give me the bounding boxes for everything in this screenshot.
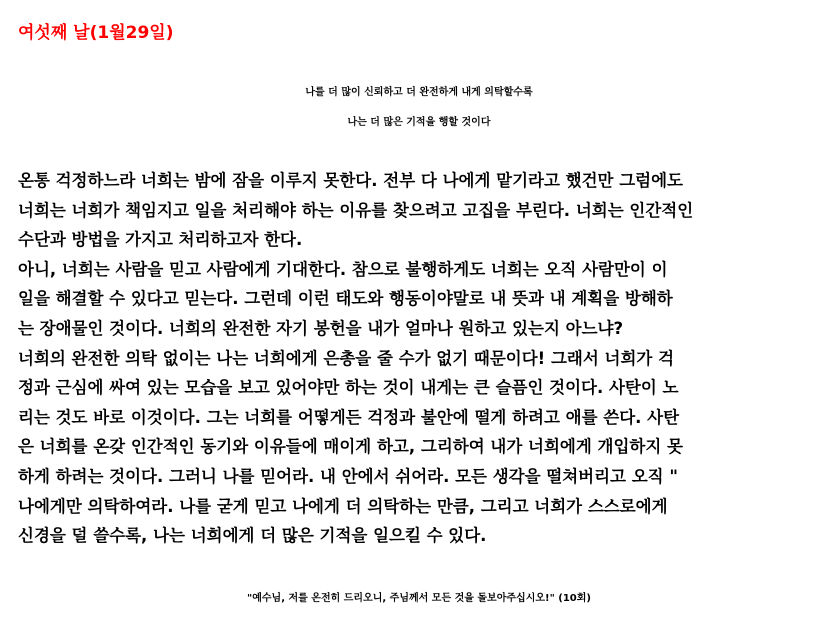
body-line: 일을 해결할 수 있다고 믿는다. 그런데 이런 태도와 행동이야말로 내 뜻과 내 계획을 방해하 [18, 289, 673, 309]
body-line: 수단과 방법을 가지고 처리하고자 한다. [18, 230, 303, 250]
day-heading: 여섯째 날(1월29일) [18, 23, 174, 43]
title-line: 나를 더 많이 신뢰하고 더 완전하게 내게 의탁할수록 [305, 87, 533, 98]
body-line: 리는 것도 바로 이것이다. 그는 너희를 어떻게든 걱정과 불안에 떨게 하려고 애를 쓴다. 사탄 [18, 407, 680, 427]
body-line: 는 장애물인 것이다. 너희의 완전한 자기 봉헌을 내가 얼마나 원하고 있는지 아느냐? [18, 318, 624, 338]
title-block [0, 78, 838, 138]
title-line: 나는 더 많은 기적을 행할 것이다 [347, 117, 491, 128]
body-line: 은 너희를 온갖 인간적인 동기와 이유들에 매이게 하고, 그리하여 내가 너희에게 개입하지 못 [18, 437, 683, 457]
body-line: 너희는 너희가 책임지고 일을 처리해야 하는 이유를 찾으려고 고집을 부린다. 너희는 인간적인 [18, 200, 694, 220]
body-line: 온통 걱정하느라 너희는 밤에 잠을 이루지 못한다. 전부 다 나에게 맡기라고 했건만 그럼에도 [18, 171, 683, 190]
body-line: 나에게만 의탁하여라. 나를 굳게 믿고 나에게 더 의탁하는 만큼, 그리고 너희가 스스로에게 [18, 496, 668, 516]
body-line: 아니, 너희는 사람을 믿고 사람에게 기대한다. 참으로 불행하게도 너희는 오직 사람만이 이 [18, 259, 668, 279]
body-text [18, 166, 828, 551]
prayer-line: "예수님, 저를 온전히 드리오니, 주님께서 모든 것을 돌보아주십시오!" (10회) [247, 593, 591, 604]
body-line: 신경을 덜 쓸수록, 나는 너희에게 더 많은 기적을 일으킬 수 있다. [18, 526, 487, 546]
body-line: 너희의 완전한 의탁 없이는 나는 너희에게 은총을 줄 수가 없기 때문이다! 그래서 너희가 걱 [18, 348, 675, 368]
body-line: 하게 하려는 것이다. 그러니 나를 믿어라. 내 안에서 쉬어라. 모든 생각을 떨쳐버리고 오직 " [18, 466, 678, 486]
body-line: 정과 근심에 싸여 있는 모습을 보고 있어야만 하는 것이 내게는 큰 슬픔인 것이다. 사탄이 노 [18, 378, 679, 398]
